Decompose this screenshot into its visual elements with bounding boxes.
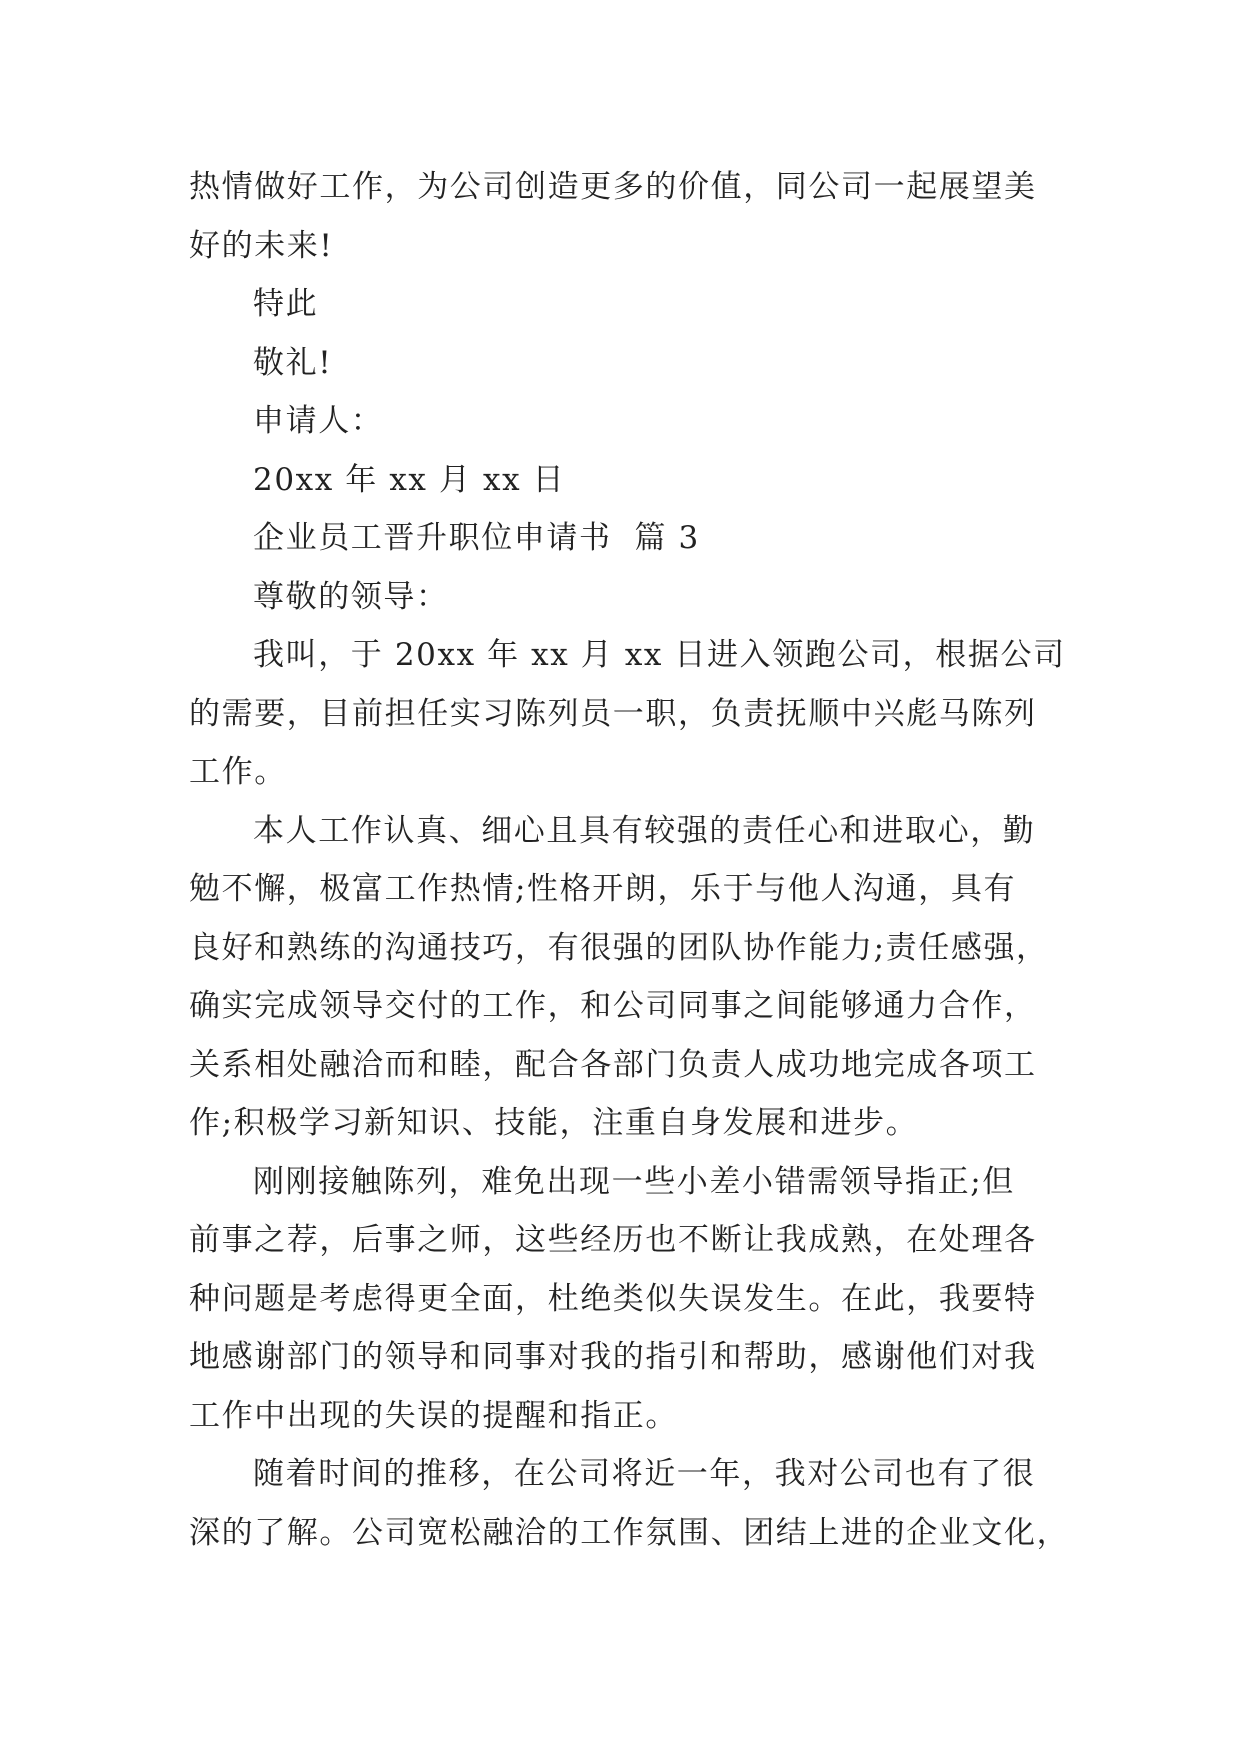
- text-line: 前事之荐，后事之师，这些经历也不断让我成熟，在处理各: [189, 1222, 1037, 1258]
- text-line: 的需要，目前担任实习陈列员一职，负责抚顺中兴彪马陈列: [189, 695, 1037, 732]
- text-line: 地感谢部门的领导和同事对我的指引和帮助，感谢他们对我: [189, 1339, 1037, 1375]
- text-line: 工作中出现的失误的提醒和指正。: [189, 1397, 678, 1434]
- document-body: [189, 158, 1070, 1562]
- paragraph-start: 随着时间的推移，在公司将近一年，我对公司也有了很: [253, 1456, 1036, 1492]
- text-line: 确实完成领导交付的工作，和公司同事之间能够通力合作，: [189, 988, 1037, 1024]
- paragraph-start: 本人工作认真、细心且具有较强的责任心和进取心，勤: [253, 812, 1036, 849]
- text-line: 关系相处融洽而和睦，配合各部门负责人成功地完成各项工: [189, 1046, 1037, 1083]
- section-title: 企业员工晋升职位申请书 篇 3: [253, 520, 700, 556]
- greeting-line: 尊敬的领导：: [253, 578, 449, 615]
- text-line: 热情做好工作，为公司创造更多的价值，同公司一起展望美: [189, 169, 1037, 205]
- text-line: 作;积极学习新知识、技能，注重自身发展和进步。: [189, 1105, 919, 1141]
- salutation-line: 敬礼!: [253, 344, 333, 381]
- date-line: 20xx 年 xx 月 xx 日: [253, 461, 566, 498]
- applicant-line: 申请人：: [253, 403, 384, 439]
- text-line: 良好和熟练的沟通技巧，有很强的团队协作能力;责任感强，: [189, 929, 1049, 966]
- closing-line: 特此: [253, 286, 319, 322]
- paragraph-start: 刚刚接触陈列，难免出现一些小差小错需领导指正;但: [253, 1163, 1015, 1200]
- paragraph-start: 我叫，于 20xx 年 xx 月 xx 日进入领跑公司，根据公司: [253, 637, 1066, 673]
- text-line: 深的了解。公司宽松融洽的工作氛围、团结上进的企业文化，: [189, 1514, 1070, 1551]
- text-line: 好的未来!: [189, 227, 334, 264]
- text-line: 工作。: [189, 754, 287, 790]
- text-line: 种问题是考虑得更全面，杜绝类似失误发生。在此，我要特: [189, 1280, 1037, 1317]
- text-line: 勉不懈，极富工作热情;性格开朗，乐于与他人沟通，具有: [189, 871, 1017, 907]
